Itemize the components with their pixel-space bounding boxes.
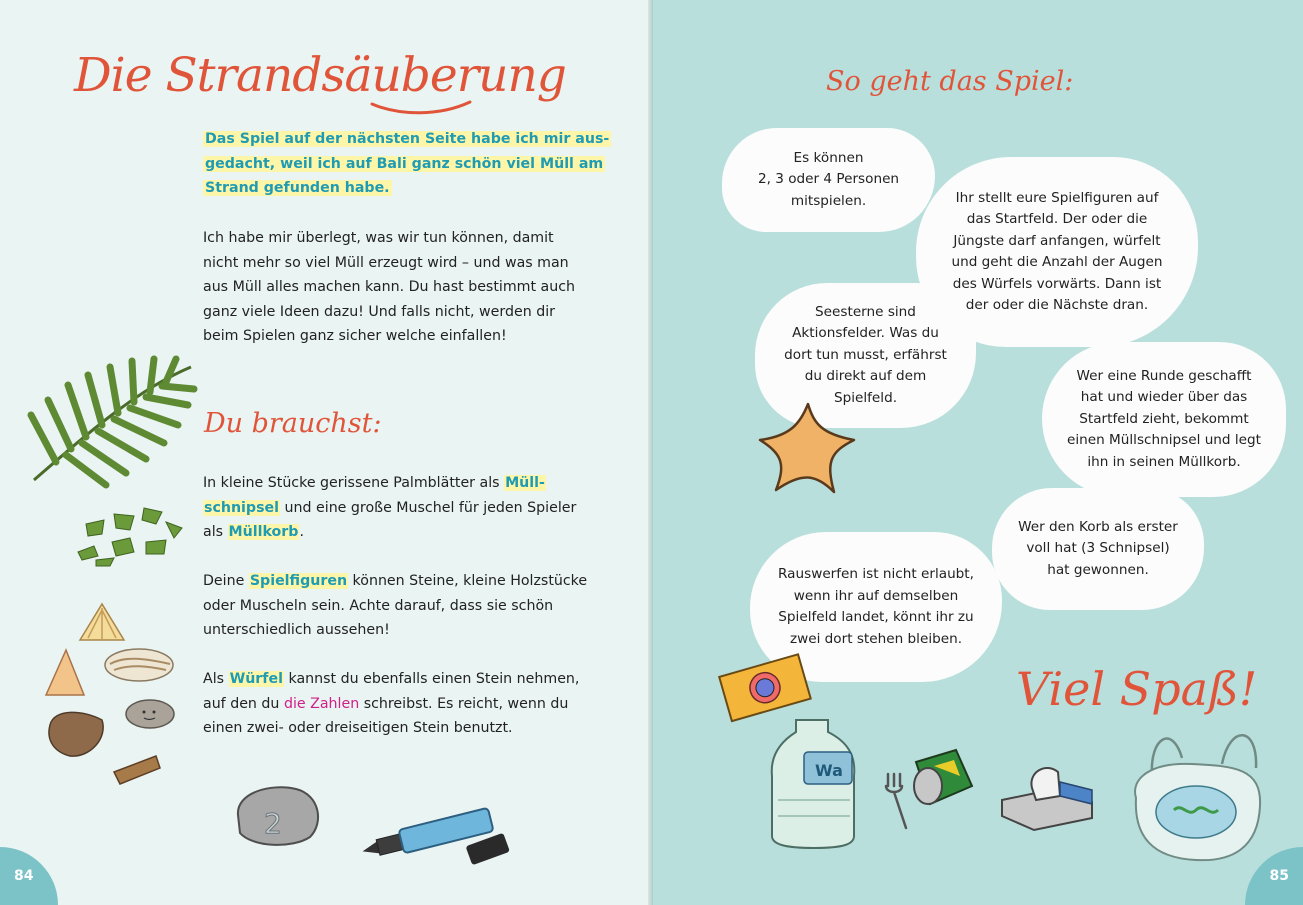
materials-paragraph-2 [203,569,588,643]
page-number-right: 85 [1245,847,1303,905]
body-line-2: nicht mehr so viel Müll erzeugt wird – und was man [203,254,569,271]
bubble-2-line-6: der oder die Nächste dran. [965,297,1149,313]
bubble-5-line-3: hat gewonnen. [1047,561,1149,578]
bubble-3-line-2: Aktionsfelder. Was du [792,325,939,342]
body-line-3: aus Müll alles machen kann. Du hast bestimmt auch [203,279,576,295]
crushed-can [904,746,976,810]
bubble-3-line-5: Spielfeld. [833,389,898,406]
intro-line-3: Strand gefunden habe. [205,180,390,196]
plastic-bag [1122,718,1272,866]
intro-line-2: gedacht, weil ich auf Bali ganz schön viel Müll am [205,155,604,172]
page-number-left: 84 [0,847,58,905]
body-line-5: beim Spielen ganz sicher welche einfallen! [203,328,507,344]
bubble-4-line-2: hat und wieder über das [1080,389,1248,406]
bubble-1-line-1: Es können [793,149,864,166]
bubble-1-line-2: 2, 3 oder 4 Personen [757,171,900,188]
stone-number-label: 2 [264,807,282,840]
bubble-1-line-3: mitspielen. [790,192,867,209]
p1-text-d: . [299,524,304,540]
body-line-4: ganz viele Ideen dazu! Und falls nicht, werden dir [203,303,555,320]
bubble-2-line-3: Jüngste darf anfangen, würfelt [953,232,1161,249]
bubble-6-line-2: wenn ihr auf demselben [793,587,959,604]
keyword-die-zahlen: die Zahlen [283,695,360,712]
p2-line-3: unterschiedlich aussehen! [203,622,390,638]
rules-heading: So geht das Spiel: [826,66,1074,97]
bubble-6-line-1: Rauswerfen ist nicht erlaubt, [778,566,974,582]
bubble-3-line-4: du direkt auf dem [804,368,927,385]
snack-wrapper [718,655,810,721]
intro-paragraph [203,127,610,201]
p1-text-b: und eine große Muschel für jeden Spieler [280,499,577,516]
p3-line-3: einen zwei- oder dreiseitigen Stein benutzt. [203,720,513,736]
plastic-bottle [766,716,862,850]
materials-paragraph-3 [203,667,583,741]
body-paragraph [203,226,583,349]
book-gutter [648,0,653,905]
shells-and-stones [44,600,179,790]
bubble-5-line-1: Wer den Korb als erster [1018,518,1178,535]
p2-text-pre: Deine [203,573,249,589]
keyword-muellschnipsel-2: schnipsel [204,499,280,516]
p1-text-c: als [203,524,228,540]
opened-tin-can [998,760,1096,834]
page-title: Die Strandsäuberung [74,48,566,103]
closing-text: Viel Spaß! [1016,662,1258,716]
rule-bubble-players [722,128,935,232]
bubble-6-line-3: Spielfeld landet, könnt ihr zu [778,609,974,625]
number-stone [230,783,322,847]
bubble-2-line-2: das Startfeld. Der oder die [966,211,1148,227]
keyword-muellkorb: Müllkorb [228,524,299,540]
intro-line-1: Das Spiel auf der nächsten Seite habe ich mir aus- [205,131,610,147]
bubble-3-line-1: Seesterne sind [815,303,916,320]
p2-line-2: oder Muscheln sein. Achte darauf, dass sie schön [203,597,554,614]
bubble-2-line-1: Ihr stellt eure Spielfiguren auf [955,189,1159,206]
keyword-muellschnipsel-1: Müll- [505,475,545,491]
palm-leaf-snippets [76,502,188,567]
bubble-2-line-5: des Würfels vorwärts. Dann ist [952,275,1162,292]
bubble-4-line-5: ihn in seinen Müllkorb. [1087,453,1241,470]
bubble-4-line-4: einen Müllschnipsel und legt [1067,432,1261,449]
rule-bubble-round [1042,342,1286,497]
rule-bubble-winner [992,488,1204,610]
materials-paragraph-1 [203,471,583,545]
bubble-5-line-2: voll hat (3 Schnipsel) [1026,540,1170,557]
p3-text-pre: Als [203,671,229,687]
p1-text-a: In kleine Stücke gerissene Palmblätter als [203,475,505,491]
bubble-2-line-4: und geht die Anzahl der Augen [951,254,1163,270]
p3-text-a: kannst du ebenfalls einen Stein nehmen, [283,671,580,687]
palm-leaf-illustration [26,355,196,500]
materials-heading: Du brauchst: [204,408,382,439]
keyword-wuerfel: Würfel [229,671,283,687]
bubble-3-line-3: dort tun musst, erfährst [784,346,947,363]
marker-pen [356,790,506,858]
bottle-label: Wa [815,761,843,780]
keyword-spielfiguren: Spielfiguren [249,573,348,589]
p3-text-c: schreibst. Es reicht, wenn du [359,695,569,712]
body-line-1: Ich habe mir überlegt, was wir tun können, damit [203,230,554,246]
title-swash-decoration [370,98,480,118]
bubble-4-line-1: Wer eine Runde geschafft [1076,367,1252,384]
p2-text-a: können Steine, kleine Holzstücke [348,573,588,589]
p3-text-b: auf den du [203,695,284,712]
bubble-6-line-4: zwei dort stehen bleiben. [789,630,963,647]
starfish-icon [756,400,860,496]
bubble-4-line-3: Startfeld zieht, bekommt [1079,410,1249,427]
